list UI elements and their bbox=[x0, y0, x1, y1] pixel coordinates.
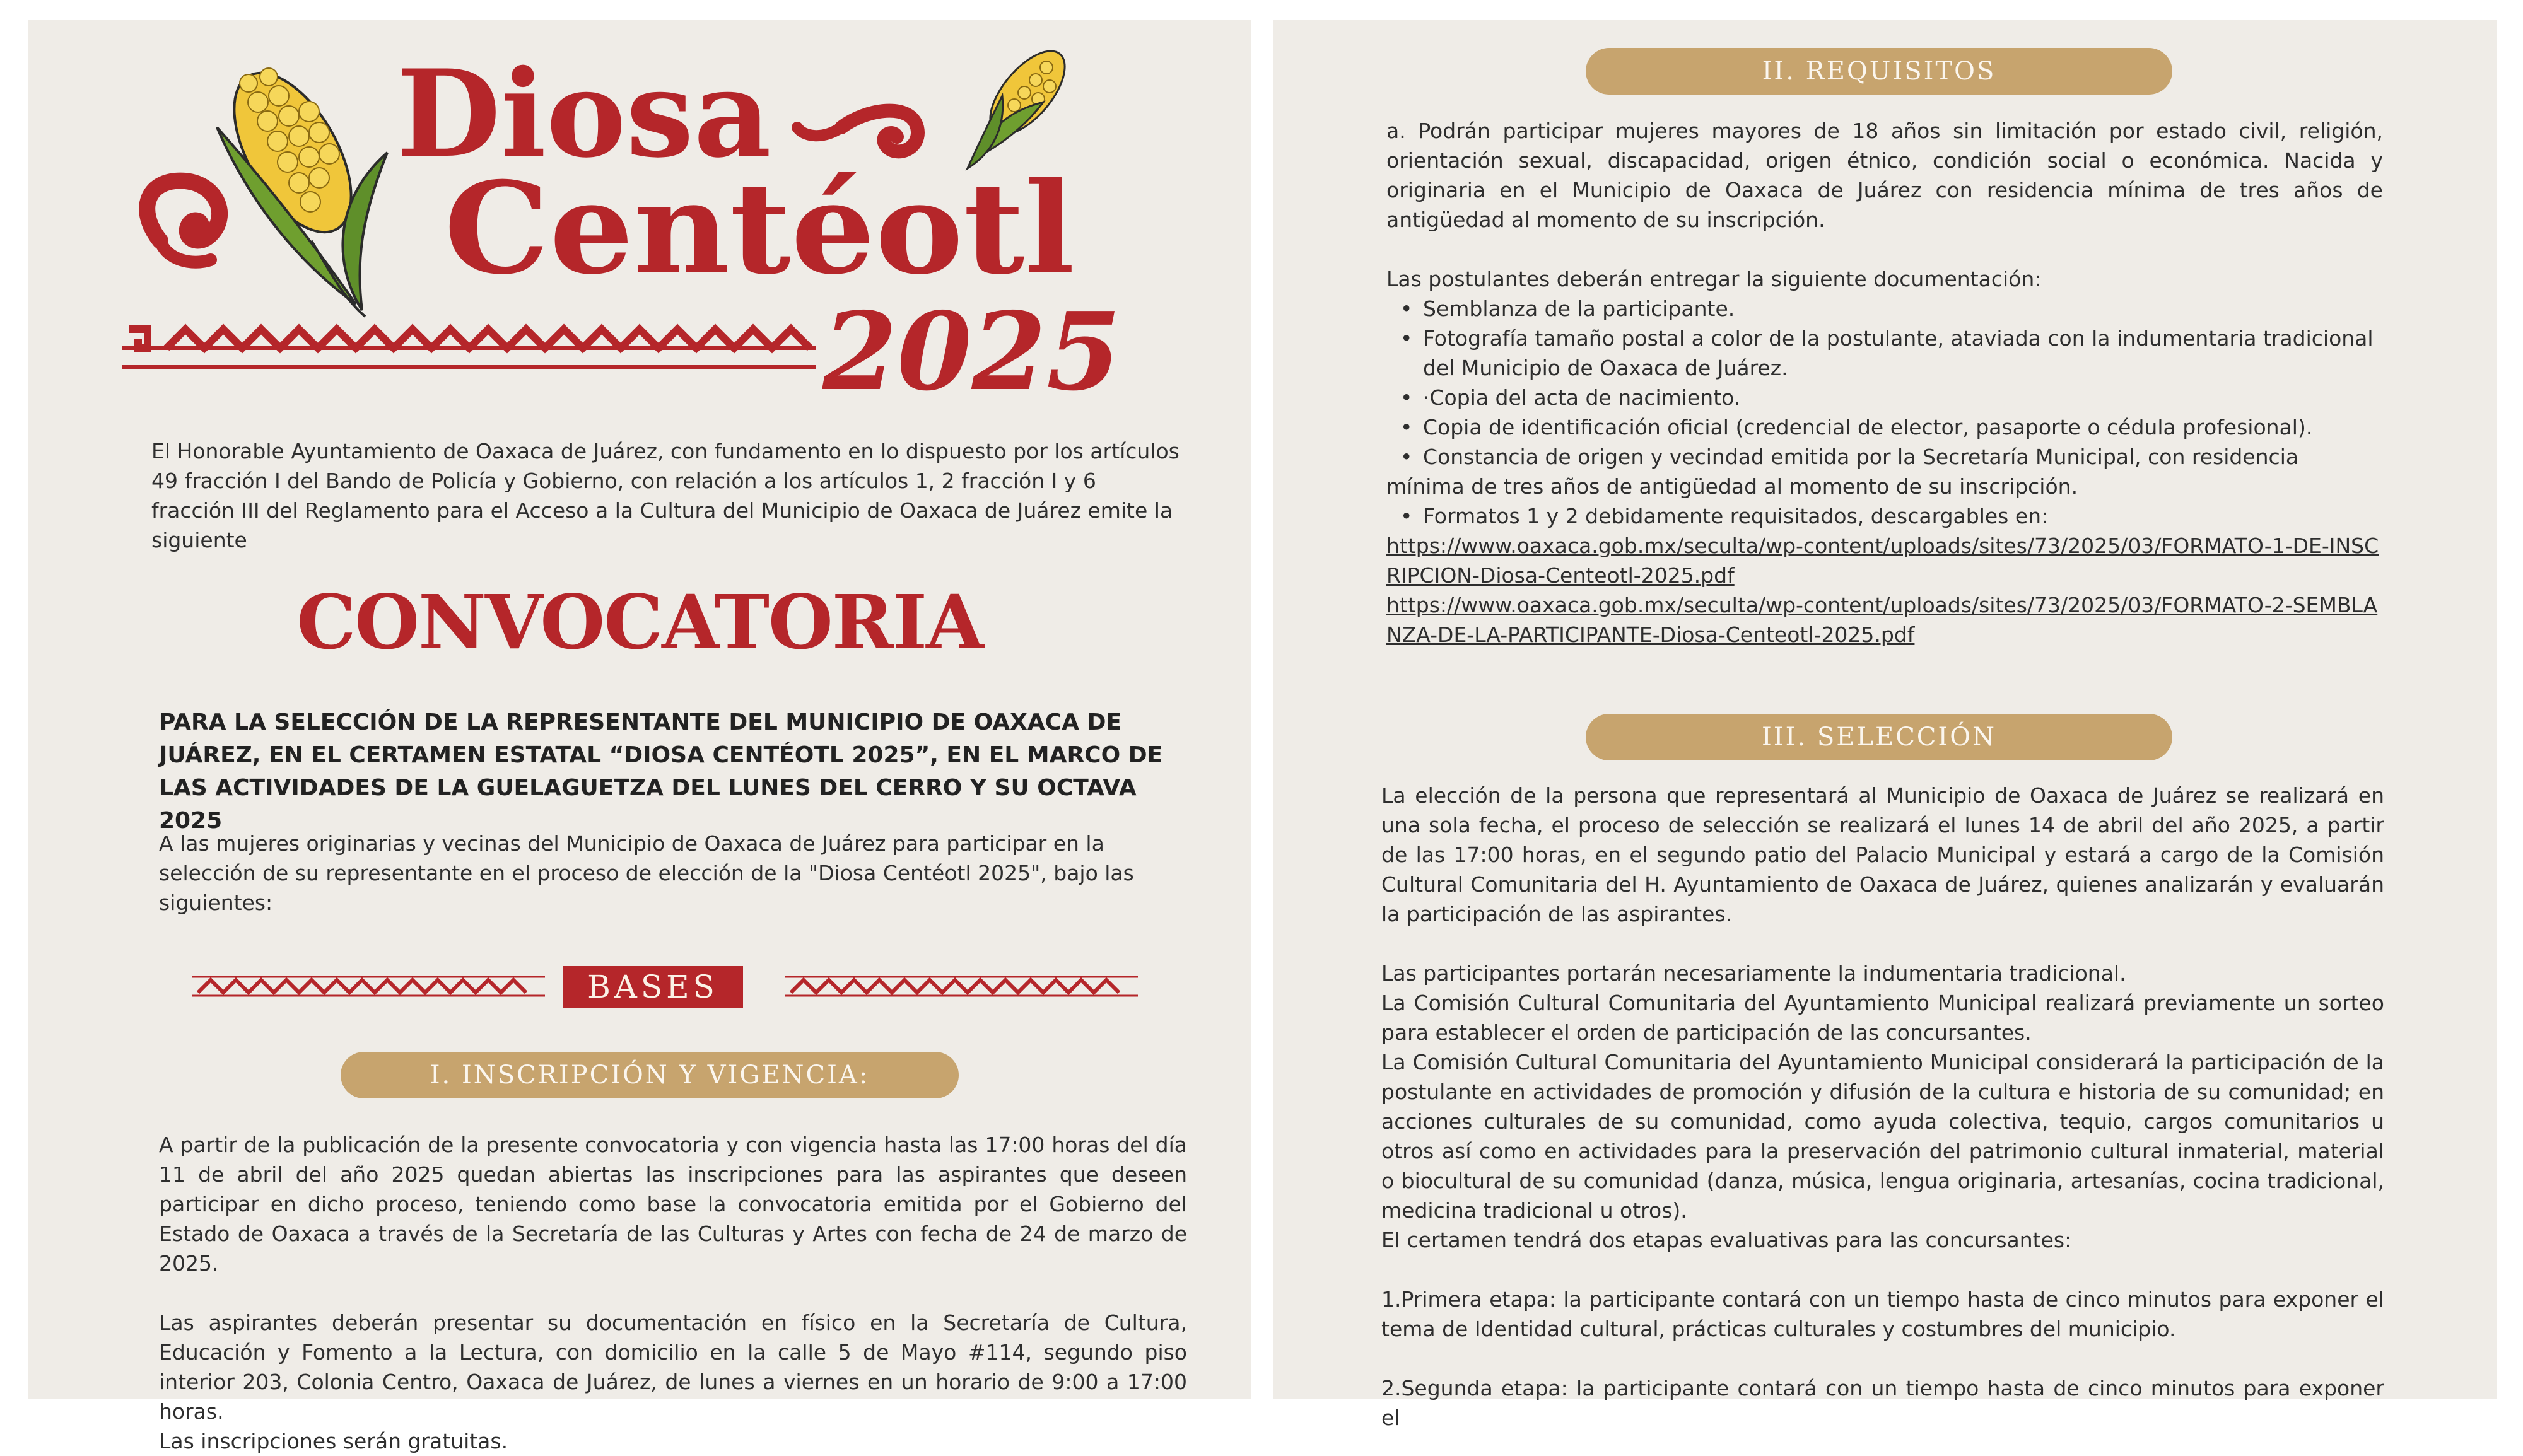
inscripcion-paragraph-2: Las aspirantes deberán presentar su documentación en físico en la Secretaría de Cultura, Educación y Fomento a la Lectura, con domicilio en la calle 5 de Mayo #114, segundo piso interior 203, Colonia Centro, Oaxaca de Juárez, de lunes a viernes en un horario de 9:00 a 17:00 horas. bbox=[159, 1310, 1187, 1424]
red-swirl-icon bbox=[797, 111, 918, 152]
list-item: • Fotografía tamaño postal a color de la postulante, ataviada con la indumentaria tradicional del Municipio de Oaxaca de Juárez. bbox=[1386, 323, 2383, 383]
title-year: 2025 bbox=[822, 289, 1121, 415]
documentos-intro: Las postulantes deberán entregar la siguiente documentación: bbox=[1386, 267, 2042, 291]
section-requisitos-body bbox=[1386, 116, 2383, 649]
list-item: • ·Copia del acta de nacimiento. bbox=[1386, 383, 2383, 412]
left-page bbox=[28, 20, 1251, 1453]
section-inscripcion-heading: I. INSCRIPCIÓN Y VIGENCIA: bbox=[341, 1052, 959, 1098]
seleccion-paragraph-4: La Comisión Cultural Comunitaria del Ayuntamiento Municipal considerará la participación de la postulante en actividades de promoción y difusión de la cultura e historia de su comunidad; en acciones culturales de su comunidad, como ayuda colectiva, tequio, cargos comunitarios u otros así como en actividades para la preservación del patrimonio cultural inmaterial, material o biocultural de su comunidad (danza, música, lengua originaria, artesanías, cocina tradicional, medicina tradicional u otros). bbox=[1381, 1050, 2384, 1223]
convocatoria-subtitle: PARA LA SELECCIÓN DE LA REPRESENTANTE DEL MUNICIPIO DE OAXACA DE JUÁREZ, EN EL CERTAMEN ESTATAL “DIOSA CENTÉOTL 2025”, EN EL MARCO DE LAS ACTIVIDADES DE LA GUELAGUETZA DEL LUNES DEL CERRO Y SU OCTAVA 2025 bbox=[159, 709, 1163, 834]
invitation-paragraph: A las mujeres originarias y vecinas del Municipio de Oaxaca de Juárez para participar en la selección de su representante en el proceso de elección de la "Diosa Centéotl 2025", bajo las siguientes: bbox=[159, 831, 1134, 915]
seleccion-paragraph-1: La elección de la persona que representará al Municipio de Oaxaca de Juárez se realizará en una sola fecha, el proceso de selección se realizará el lunes 14 de abril del año 2025, a partir de las 17:00 horas, en el segundo patio del Palacio Municipal y estará a cargo de la Comisión Cultural Comunitaria del H. Ayuntamiento de Oaxaca de Juárez, quienes analizarán y evaluarán la participación de las aspirantes. bbox=[1381, 783, 2384, 926]
list-item: • Copia de identificación oficial (credencial de elector, pasaporte o cédula profesional). bbox=[1386, 412, 2383, 442]
formato-1-link[interactable]: https://www.oaxaca.gob.mx/seculta/wp-content/uploads/sites/73/2025/03/FORMATO-1-DE-INSCRIPCION-Diosa-Centeotl-2025.pdf bbox=[1386, 533, 2379, 588]
bases-label: BASES bbox=[563, 966, 743, 1008]
seleccion-paragraph-2: Las participantes portarán necesariamente la indumentaria tradicional. bbox=[1381, 961, 2126, 986]
header-logo bbox=[122, 33, 1157, 415]
section-inscripcion-body bbox=[159, 1130, 1187, 1456]
inscripcion-paragraph-3: Las inscripciones serán gratuitas. bbox=[159, 1429, 508, 1453]
list-item: • Formatos 1 y 2 debidamente requisitados, descargables en: bbox=[1386, 501, 2383, 531]
seleccion-paragraph-3: La Comisión Cultural Comunitaria del Ayuntamiento Municipal realizará previamente un sorteo para establecer el orden de participación de las concursantes. bbox=[1381, 991, 2384, 1045]
section-seleccion-body bbox=[1381, 781, 2384, 1433]
requisitos-paragraph-a: a. Podrán participar mujeres mayores de 18 años sin limitación por estado civil, religión, orientación sexual, discapacidad, origen étnico, condición social o económica. Nacida y originaria en el Municipio de Oaxaca de Juárez con residencia mínima de tres años de antigüedad al momento de su inscripción. bbox=[1386, 119, 2383, 232]
right-page bbox=[1273, 20, 2497, 1430]
seleccion-paragraph-7: 2.Segunda etapa: la participante contará con un tiempo hasta de cinco minutos para exponer el bbox=[1381, 1376, 2384, 1430]
formato-2-link[interactable]: https://www.oaxaca.gob.mx/seculta/wp-content/uploads/sites/73/2025/03/FORMATO-2-SEMBLANZA-DE-LA-PARTICIPANTE-Diosa-Centeotl-2025.pdf bbox=[1386, 593, 2378, 647]
greek-fret-frieze bbox=[122, 329, 816, 367]
corn-cob-icon bbox=[210, 54, 387, 317]
list-item: • Constancia de origen y vecindad emitida por la Secretaría Municipal, con residencia bbox=[1386, 442, 2383, 472]
documentos-item-continuation: mínima de tres años de antigüedad al momento de su inscripción. bbox=[1386, 474, 2078, 499]
inscripcion-paragraph-1: A partir de la publicación de la presente convocatoria y con vigencia hasta las 17:00 horas del día 11 de abril del año 2025 quedan abiertas las inscripciones para las aspirantes que deseen participar en dicho proceso, teniendo como base la convocatoria emitida por el Gobierno del Estado de Oaxaca a través de la Secretaría de las Culturas y Artes con fecha de 24 de marzo de 2025. bbox=[159, 1133, 1187, 1276]
section-seleccion-heading: III. SELECCIÓN bbox=[1586, 714, 2172, 760]
intro-paragraph: El Honorable Ayuntamiento de Oaxaca de Juárez, con fundamento en lo dispuesto por los artículos 49 fracción I del Bando de Policía y Gobierno, con relación a los artículos 1, 2 fracción I y 6 fracción III del Reglamento para el Acceso a la Cultura del Municipio de Oaxaca de Juárez emite la siguiente bbox=[151, 439, 1180, 552]
documentos-list-2 bbox=[1386, 501, 2383, 531]
seleccion-paragraph-5: El certamen tendrá dos etapas evaluativas para las concursantes: bbox=[1381, 1228, 2072, 1252]
documentos-list bbox=[1386, 294, 2383, 472]
corn-cob-icon bbox=[968, 38, 1079, 168]
seleccion-paragraph-6: 1.Primera etapa: la participante contará con un tiempo hasta de cinco minutos para exponer el tema de Identidad cultural, prácticas culturales y costumbres del municipio. bbox=[1381, 1287, 2384, 1341]
convocatoria-heading: CONVOCATORIA bbox=[296, 578, 983, 666]
red-swirl-icon bbox=[147, 181, 220, 262]
title-line2: Centéotl bbox=[444, 154, 1075, 303]
title-line1: Diosa bbox=[397, 44, 771, 184]
section-requisitos-heading: II. REQUISITOS bbox=[1586, 48, 2172, 95]
list-item: • Semblanza de la participante. bbox=[1386, 294, 2383, 323]
